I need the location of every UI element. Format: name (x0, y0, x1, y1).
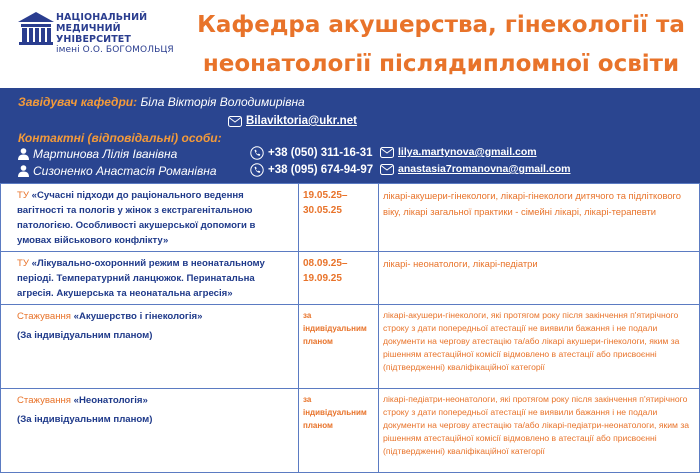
courses-table (0, 183, 700, 473)
phone-icon (250, 163, 264, 177)
course-type: Стажування (17, 395, 74, 406)
page-title: Кафедра акушерства, гінекології та неонатології післядипломної освіти (197, 12, 685, 77)
course-title: «Лікувально-охоронний режим в неонатальному періоді. Температурний ланцюжок. Перинатальна агресія. Акушерська та неонатальна агресія» (17, 258, 265, 299)
head-email-link[interactable] (228, 115, 357, 127)
contact-phone: +38 (050) 311-16-31 (268, 147, 373, 159)
course-type: Стажування (17, 311, 74, 322)
course-title-cell (1, 305, 299, 389)
course-audience: лікарі-акушери-гінекологи, лікарі-гінекологи дитячого та підліткового віку, лікарі загальної практики - сімейні лікарі, лікарі-терапевти (379, 184, 700, 252)
course-audience: лікарі-педіатри-неонатологи, які протягом року після закінчення п'ятирічного строку з дати попередньої атестації не виявили бажання і не подали документи на чергову атестацію та/або лікарі-педіатри-неонатологи, яким за рішенням атестаційної комісії відмовлено в атестації або присвоєнні (підтвердженні) кваліфікаційної категорії (379, 389, 700, 473)
contact-name: Мартинова Лілія Іванівна (33, 147, 178, 161)
email-icon (380, 164, 394, 175)
table-row (1, 184, 700, 252)
email-icon (380, 147, 394, 158)
head-of-department (18, 95, 305, 109)
course-plan: (За індивідуальним планом) (17, 330, 153, 341)
table-row (1, 305, 700, 389)
contact-name: Сизоненко Анастасія Романівна (33, 164, 217, 178)
course-dates: за індивідуальним планом (299, 305, 379, 389)
contact-person-2 (18, 164, 217, 178)
course-type: ТУ (17, 258, 32, 269)
course-title-cell (1, 389, 299, 473)
contact-email: lilya.martynova@gmail.com (398, 146, 537, 158)
table-row (1, 389, 700, 473)
table-row (1, 252, 700, 305)
course-audience: лікарі- неонатологи, лікарі-педіатри (379, 252, 700, 305)
person-icon (18, 165, 29, 177)
contact-email-2[interactable] (380, 163, 570, 175)
course-title-cell (1, 252, 299, 305)
contact-email: anastasia7romanovna@gmail.com (398, 163, 571, 175)
phone-icon (250, 146, 264, 160)
head-name: Біла Вікторія Володимирівна (137, 95, 305, 109)
head-label: Завідувач кафедри: (18, 95, 138, 109)
course-audience: лікарі-акушери-гінекологи, які протягом року після закінчення п'ятирічного строку з дати попередньої атестації не виявили бажання і не подали документи на чергову атестацію та/або лікарі акушери-гінекологи, яким за рішенням атестаційної комісії відмовлено в атестації або присвоєнні (підтвердженні) кваліфікаційної категорії (379, 305, 700, 389)
contact-phone: +38 (095) 674-94-97 (268, 164, 374, 176)
course-title: «Неонатологія» (73, 395, 148, 406)
university-logo-icon (16, 10, 56, 46)
course-dates: за індивідуальним планом (299, 389, 379, 473)
head-email: Bilaviktoria@ukr.net (246, 115, 357, 127)
page-header (0, 0, 700, 88)
course-title-cell (1, 184, 299, 252)
contact-email-1[interactable] (380, 146, 537, 158)
contact-persons-label: Контактні (відповідальні) особи: (18, 131, 222, 145)
course-dates: 19.05.25– 30.05.25 (299, 184, 379, 252)
email-icon (228, 116, 242, 127)
contacts-band (0, 88, 700, 183)
university-name (56, 12, 186, 56)
person-icon (18, 148, 29, 160)
contact-person-1 (18, 147, 177, 161)
logo-line-1: НАЦІОНАЛЬНИЙ (56, 12, 148, 23)
course-dates: 08.09.25– 19.09.25 (299, 252, 379, 305)
contact-phone-2[interactable] (250, 163, 373, 177)
course-title: «Акушерство і гінекологія» (73, 311, 203, 322)
contact-phone-1[interactable] (250, 146, 373, 160)
course-title: «Сучасні підходи до раціонального ведення вагітності та пологів у жінок з екстрагенітальною патологією. Особливості акушерської допомоги в умовах військового конфлікту» (17, 190, 256, 246)
course-type: ТУ (17, 190, 32, 201)
logo-line-2: МЕДИЧНИЙ УНІВЕРСИТЕТ (56, 23, 131, 45)
course-plan: (За індивідуальним планом) (17, 414, 153, 425)
logo-line-3: імені О.О. БОГОМОЛЬЦЯ (56, 45, 174, 55)
